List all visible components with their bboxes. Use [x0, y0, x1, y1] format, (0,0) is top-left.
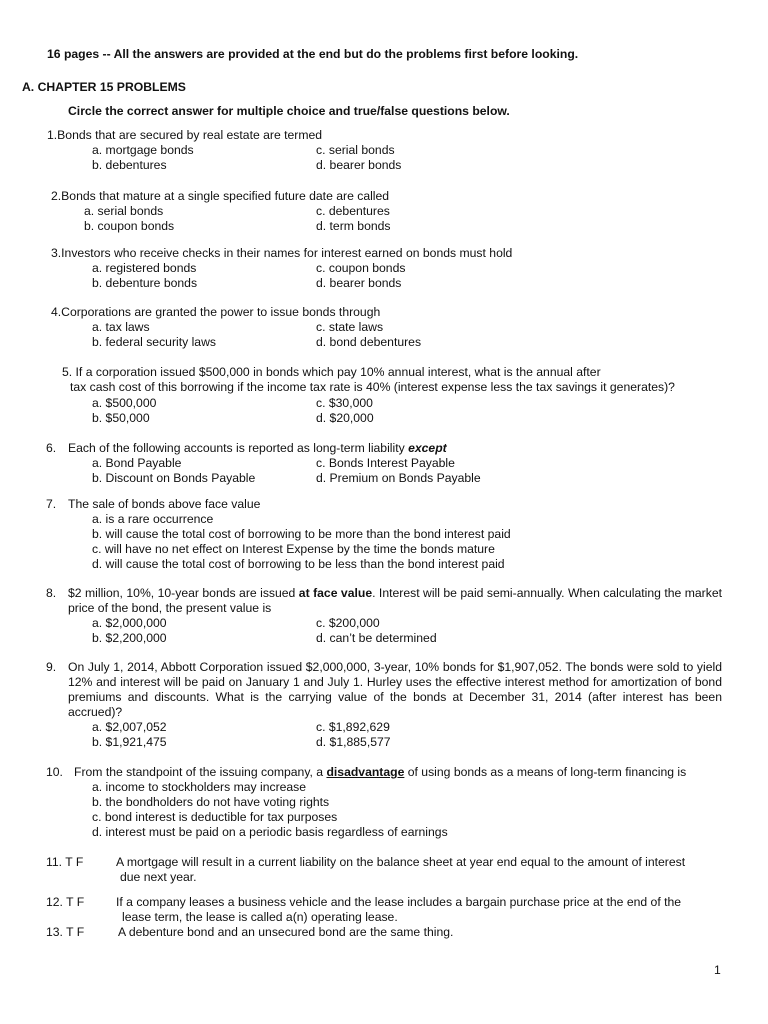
- option-c: c. will have no net effect on Interest Expense by the time the bonds mature: [92, 542, 495, 556]
- header-note: 16 pages -- All the answers are provided at the end but do the problems first before looking.: [47, 47, 579, 61]
- option-c: c. state laws: [316, 320, 384, 334]
- question-stem: [68, 441, 447, 456]
- option-a: a. registered bonds: [92, 261, 197, 275]
- option-b: b. $50,000: [92, 411, 150, 425]
- option-b: b. Discount on Bonds Payable: [92, 471, 256, 485]
- option-c: c. $1,892,629: [316, 720, 390, 734]
- option-b: b. coupon bonds: [84, 219, 175, 233]
- true-false-marker: 11. T F: [46, 855, 84, 869]
- option-b: b. debentures: [92, 158, 167, 172]
- question-stem: 1.Bonds that are secured by real estate are termed: [47, 128, 323, 142]
- option-a: a. serial bonds: [84, 204, 164, 218]
- question-stem-cont: tax cash cost of this borrowing if the income tax rate is 40% (interest expense less the tax savings it generates)?: [70, 380, 675, 394]
- stem-text: From the standpoint of the issuing company, a: [74, 765, 327, 779]
- option-d: d. bearer bonds: [316, 158, 402, 172]
- question-stem: [68, 586, 722, 616]
- question-stem: A debenture bond and an unsecured bond are the same thing.: [118, 925, 454, 939]
- emphasis: disadvantage: [326, 765, 405, 779]
- option-c: c. coupon bonds: [316, 261, 406, 275]
- option-a: a. $2,007,052: [92, 720, 167, 734]
- option-a: a. is a rare occurrence: [92, 512, 214, 526]
- option-d: d. will cause the total cost of borrowing to be less than the bond interest paid: [92, 557, 505, 571]
- option-a: a. $500,000: [92, 396, 157, 410]
- question-stem: A mortgage will result in a current liability on the balance sheet at year end equal to the amount of interest: [116, 855, 686, 869]
- option-b: b. $1,921,475: [92, 735, 167, 749]
- question-stem: 3.Investors who receive checks in their names for interest earned on bonds must hold: [51, 246, 513, 260]
- option-b: b. federal security laws: [92, 335, 216, 349]
- option-b: b. will cause the total cost of borrowing to be more than the bond interest paid: [92, 527, 511, 541]
- section-heading: A. CHAPTER 15 PROBLEMS: [22, 80, 186, 94]
- true-false-marker: 13. T F: [46, 925, 85, 939]
- question-stem: 4.Corporations are granted the power to issue bonds through: [51, 305, 381, 319]
- question-stem: The sale of bonds above face value: [68, 497, 261, 511]
- question-number: 9.: [46, 660, 57, 674]
- question-stem: [74, 765, 686, 780]
- option-a: a. tax laws: [92, 320, 150, 334]
- option-d: d. Premium on Bonds Payable: [316, 471, 481, 485]
- option-d: d. bearer bonds: [316, 276, 402, 290]
- option-b: b. $2,200,000: [92, 631, 167, 645]
- option-a: a. Bond Payable: [92, 456, 182, 470]
- option-c: c. Bonds Interest Payable: [316, 456, 455, 470]
- question-number: 6.: [46, 441, 57, 455]
- stem-text-cont: of using bonds as a means of long-term financing is: [404, 765, 687, 779]
- question-stem: 5. If a corporation issued $500,000 in bonds which pay 10% annual interest, what is the annual after: [62, 365, 601, 379]
- option-c: c. $200,000: [316, 616, 380, 630]
- option-a: a. $2,000,000: [92, 616, 167, 630]
- stem-text-cont: . Interest will be paid semi-annually. When calculating the market price of the bond, the present value is: [68, 586, 722, 615]
- option-c: c. serial bonds: [316, 143, 395, 157]
- option-c: c. $30,000: [316, 396, 373, 410]
- option-a: a. mortgage bonds: [92, 143, 194, 157]
- option-d: d. bond debentures: [316, 335, 422, 349]
- question-stem: If a company leases a business vehicle and the lease includes a bargain purchase price at the end of the: [116, 895, 682, 909]
- emphasis: at face value: [298, 586, 373, 600]
- stem-text: $2 million, 10%, 10-year bonds are issued: [68, 586, 299, 600]
- option-d: d. $20,000: [316, 411, 374, 425]
- option-d: d. can’t be determined: [316, 631, 437, 645]
- option-c: c. debentures: [316, 204, 390, 218]
- question-number: 10.: [46, 765, 63, 779]
- question-number: 7.: [46, 497, 57, 511]
- option-b: b. the bondholders do not have voting rights: [92, 795, 330, 809]
- page-number: 1: [714, 963, 721, 977]
- true-false-marker: 12. T F: [46, 895, 85, 909]
- option-d: d. $1,885,577: [316, 735, 391, 749]
- option-d: d. term bonds: [316, 219, 391, 233]
- stem-text: Each of the following accounts is reported as long-term liability: [68, 441, 409, 455]
- emphasis: except: [408, 441, 447, 455]
- question-stem: 2.Bonds that mature at a single specified future date are called: [51, 189, 390, 203]
- question-number: 8.: [46, 586, 57, 600]
- question-stem: On July 1, 2014, Abbott Corporation issued $2,000,000, 3-year, 10% bonds for $1,907,052. The bonds were sold to yield 12% and interest will be paid on January 1 and July 1. Hurley uses the effective interest method for amortization of bond premiums and discounts. What is the carrying value of the bonds at December 31, 2014 (after interest has been accrued)?: [68, 660, 722, 719]
- option-b: b. debenture bonds: [92, 276, 198, 290]
- question-stem-cont: due next year.: [120, 870, 197, 884]
- question-stem-cont: lease term, the lease is called a(n) operating lease.: [122, 910, 398, 924]
- instructions: Circle the correct answer for multiple choice and true/false questions below.: [68, 104, 510, 118]
- option-c: c. bond interest is deductible for tax purposes: [92, 810, 338, 824]
- option-a: a. income to stockholders may increase: [92, 780, 307, 794]
- option-d: d. interest must be paid on a periodic basis regardless of earnings: [92, 825, 448, 839]
